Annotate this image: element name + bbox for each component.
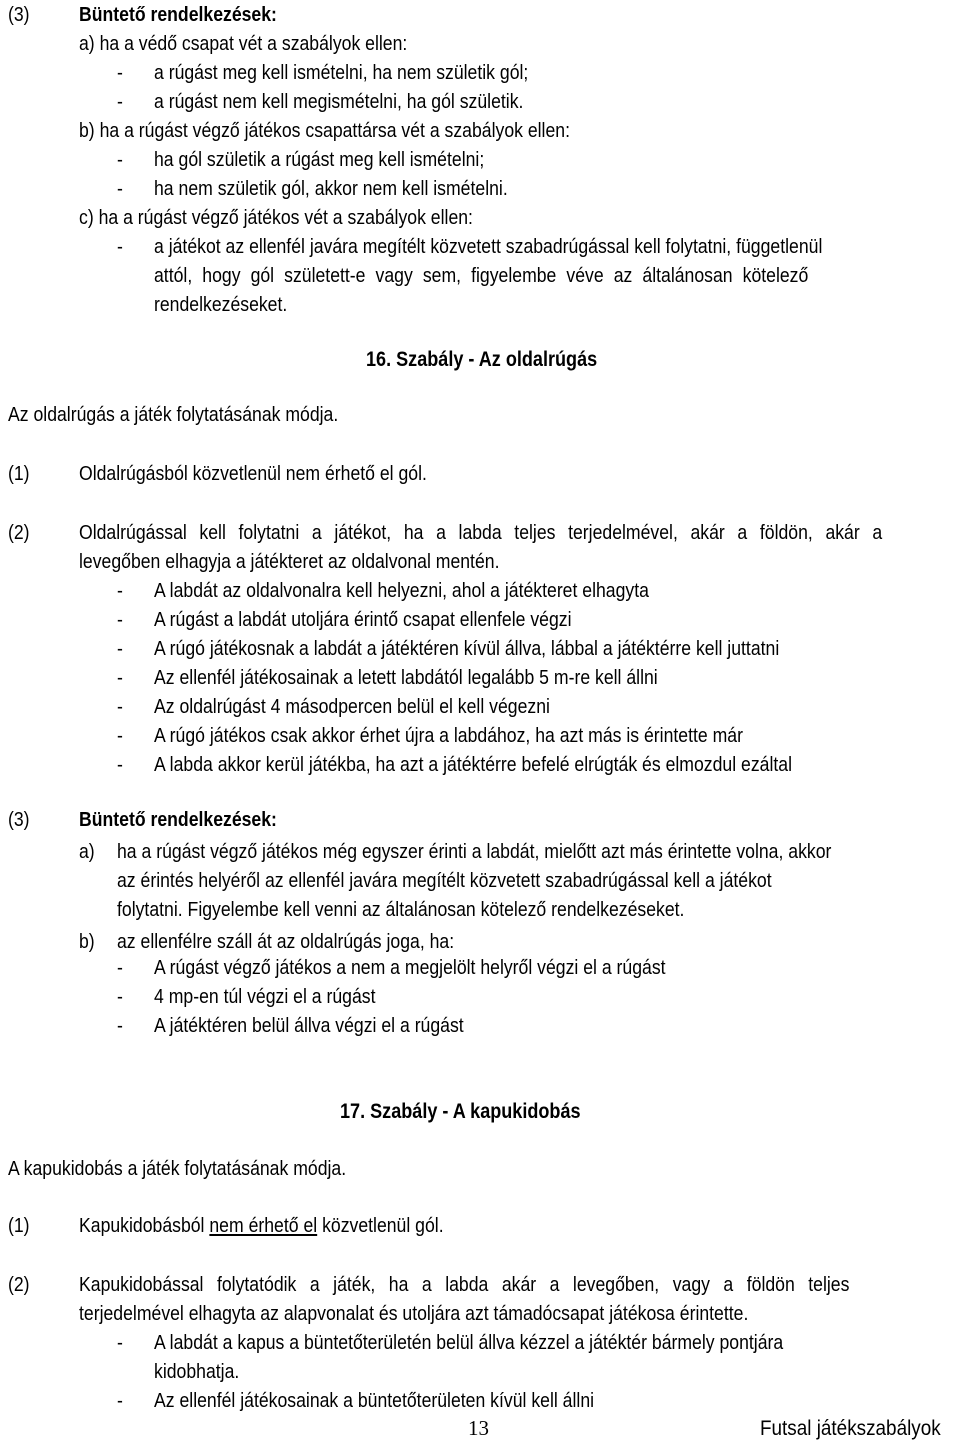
sub-item-line: az ellenfélre száll át az oldalrúgás joga, ha: [117, 930, 455, 953]
rule-intro: Az oldalrúgás a játék folytatásának módja. [8, 403, 339, 426]
dash-bullet: - [117, 1389, 123, 1412]
list-item: 4 mp-en túl végzi el a rúgást [154, 985, 376, 1008]
list-item: A labda akkor kerül játékba, ha azt a játéktérre befelé elrúgták és elmozdul ezáltal [154, 753, 792, 776]
dash-bullet: - [117, 637, 123, 660]
paragraph: Kapukidobásból nem érhető el közvetlenül gól. [79, 1214, 444, 1237]
list-item: Az ellenfél játékosainak a büntetőterületen kívül kell állni [154, 1389, 595, 1412]
rule-heading: 16. Szabály - Az oldalrúgás [366, 348, 598, 371]
dash-bullet: - [117, 724, 123, 747]
list-item: Az ellenfél játékosainak a letett labdától legalább 5 m-re kell állni [154, 666, 658, 689]
dash-bullet: - [117, 985, 123, 1008]
section-heading: Büntető rendelkezések: [79, 3, 277, 26]
sub-item-label: a) [79, 840, 95, 863]
rule-intro: A kapukidobás a játék folytatásának módja. [8, 1157, 347, 1180]
list-item: a rúgást meg kell ismételni, ha nem születik gól; [154, 61, 529, 84]
item-number: (3) [8, 3, 30, 26]
section-heading: Büntető rendelkezések: [79, 808, 277, 831]
dash-bullet: - [117, 148, 123, 171]
sub-item-label: b) [79, 930, 95, 953]
dash-bullet: - [117, 61, 123, 84]
item-number: (3) [8, 808, 30, 831]
paragraph-line: Kapukidobással folytatódik a játék, ha a labda akár a levegőben, vagy a földön teljes [79, 1273, 850, 1296]
list-item: a rúgást nem kell megismételni, ha gól születik. [154, 90, 524, 113]
dash-bullet: - [117, 177, 123, 200]
list-item: A rúgó játékosnak a labdát a játéktéren kívül állva, lábbal a játéktérre kell juttatni [154, 637, 780, 660]
dash-bullet: - [117, 1331, 123, 1354]
sub-item: b) ha a rúgást végző játékos csapattársa vét a szabályok ellen: [79, 119, 570, 142]
list-item-line: a játékot az ellenfél javára megítélt közvetett szabadrúgással kell folytatni, függetlenül [154, 235, 823, 258]
item-number: (1) [8, 1214, 30, 1237]
dash-bullet: - [117, 90, 123, 113]
list-item: kidobhatja. [154, 1360, 240, 1383]
list-item: Az oldalrúgást 4 másodpercen belül el kell végezni [154, 695, 550, 718]
sub-item: a) ha a védő csapat vét a szabályok ellen: [79, 32, 408, 55]
list-item: A labdát a kapus a büntetőterületén belül állva kézzel a játéktér bármely pontjára [154, 1331, 784, 1354]
sub-item-line: az érintés helyéről az ellenfél javára megítélt közvetett szabadrúgással kell a játékot [117, 869, 772, 892]
item-number: (1) [8, 462, 30, 485]
sub-item-line: ha a rúgást végző játékos még egyszer érinti a labdát, mielőtt azt más érintette volna, akkor [117, 840, 832, 863]
paragraph-line: levegőben elhagyja a játékteret az oldalvonal mentén. [79, 550, 500, 573]
list-item: ha gól születik a rúgást meg kell ismételni; [154, 148, 485, 171]
dash-bullet: - [117, 608, 123, 631]
item-number: (2) [8, 521, 30, 544]
item-number: (2) [8, 1273, 30, 1296]
list-item: ha nem születik gól, akkor nem kell ismételni. [154, 177, 508, 200]
paragraph: Oldalrúgásból közvetlenül nem érhető el gól. [79, 462, 427, 485]
paragraph-line: Oldalrúgással kell folytatni a játékot, ha a labda teljes terjedelmével, akár a földön, akár a [79, 521, 883, 544]
paragraph-line: terjedelmével elhagyta az alapvonalat és utoljára azt támadócsapat játékosa érintette. [79, 1302, 749, 1325]
list-item-line: rendelkezéseket. [154, 293, 288, 316]
list-item: A rúgó játékos csak akkor érhet újra a labdához, ha azt más is érintette már [154, 724, 743, 747]
page-number: 13 [468, 1416, 489, 1440]
dash-bullet: - [117, 666, 123, 689]
list-item: A rúgást végző játékos a nem a megjelölt helyről végzi el a rúgást [154, 956, 666, 979]
dash-bullet: - [117, 579, 123, 602]
footer-title: Futsal játékszabályok [760, 1417, 941, 1440]
rule-heading: 17. Szabály - A kapukidobás [340, 1100, 581, 1123]
sub-item-line: folytatni. Figyelembe kell venni az általánosan kötelező rendelkezéseket. [117, 898, 685, 921]
dash-bullet: - [117, 695, 123, 718]
dash-bullet: - [117, 753, 123, 776]
list-item: A rúgást a labdát utoljára érintő csapat ellenfele végzi [154, 608, 572, 631]
list-item: A játéktéren belül állva végzi el a rúgást [154, 1014, 464, 1037]
list-item: A labdát az oldalvonalra kell helyezni, ahol a játékteret elhagyta [154, 579, 649, 602]
dash-bullet: - [117, 235, 123, 258]
dash-bullet: - [117, 1014, 123, 1037]
list-item-line: attól, hogy gól született-e vagy sem, figyelembe véve az általánosan kötelező [154, 264, 809, 287]
dash-bullet: - [117, 956, 123, 979]
sub-item: c) ha a rúgást végző játékos vét a szabályok ellen: [79, 206, 473, 229]
